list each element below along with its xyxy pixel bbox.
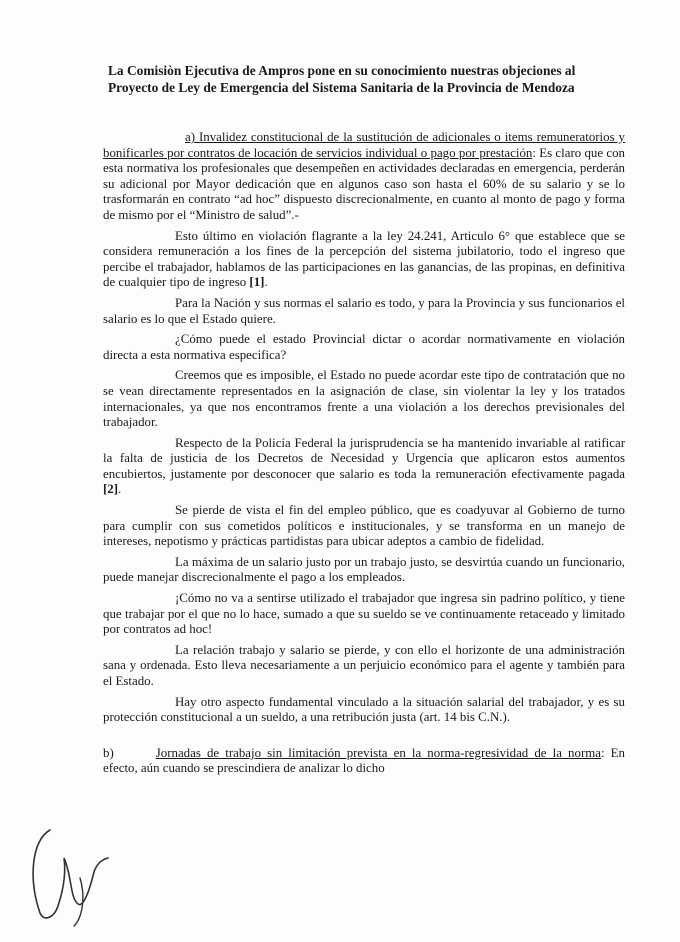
paragraph-7: Se pierde de vista el fin del empleo público, que es coadyuvar al Gobierno de turno para cumplir con sus cometidos políticos e institucionales, y se transforma en un manejo de intereses, nepotismo y prácticas partidistas para ubicar adeptos a cambio de fidelidad. (103, 503, 625, 549)
reference-2: [2] (103, 482, 119, 497)
paragraph-a (103, 130, 625, 224)
section-a-heading: a) Invalidez constitucional de la sustitución de adicionales o items remuneratorios y bonificarles por contratos de locación de servicios individual o pago por prestación (103, 130, 625, 160)
paragraph-b (103, 746, 625, 777)
document-body (103, 130, 625, 782)
paragraph-2-text: Esto último en violación flagrante a la ley 24.241, Articulo 6° que establece que se considera remuneración a los fines de la percepción del sistema jubilatorio, todo el ingreso que percibe el trabajador, hablamos de las participaciones en las ganancias, de las propinas, en definitiva de cualquier tipo de ingreso (103, 228, 625, 290)
paragraph-3: Para la Nación y sus normas el salario es todo, y para la Provincia y sus funcionarios el salario es lo que el Estado quiere. (103, 295, 625, 326)
paragraph-10: La relación trabajo y salario se pierde, y con ello el horizonte de una administración sana y ordenada. Esto lleva necesariamente a un perjuicio económico para el agente y también para el Estado. (103, 642, 625, 688)
paragraph-9: ¡Cómo no va a sentirse utilizado el trabajador que ingresa sin padrino político, y tiene que trabajar por el que no lo hace, sumado a que su sueldo se ve continuamente retaceado y limitado por contratos ad hoc! (103, 591, 625, 637)
section-a-text: : Es claro que con esta normativa los profesionales que desempeñen en actividades declaradas en emergencia, perderán su adicional por Mayor dedicación que en algunos caso son hasta el 60% de su salario y se lo trasformarán en contrato “ad hoc” dispuesto discrecionalmente, en cuanto al monto de pago y forma de mismo por el “Ministro de salud”.- (103, 145, 626, 222)
document-title: La Comisiòn Ejecutiva de Ampros pone en su conocimiento nuestras objeciones al Proyecto de Ley de Emergencia del Sistema Sanitaria de la Provincia de Mendoza (108, 63, 576, 95)
section-b-text: : En efecto, aún cuando se prescindiera de analizar lo dicho (103, 745, 625, 776)
paragraph-2 (103, 229, 625, 291)
paragraph-5: Creemos que es imposible, el Estado no puede acordar este tipo de contratación que no se vean directamente representados en la asignación de clase, sin violentar la ley y los tratados internacionales, ya que nos encontramos frente a una violación a los derechos previsionales del trabajador. (103, 368, 625, 430)
paragraph-2-end: . (264, 275, 268, 290)
paragraph-11: Hay otro aspecto fundamental vinculado a la situación salarial del trabajador, y es su protección constitucional a un sueldo, a una retribución justa (art. 14 bis C.N.). (103, 694, 625, 725)
reference-1: [1] (249, 275, 265, 290)
section-b-heading: Jornadas de trabajo sin limitación prevista en la norma-regresividad de la norma (155, 745, 601, 760)
paragraph-4: ¿Cómo puede el estado Provincial dictar o acordar normativamente en violación directa a esta normativa especifica? (103, 332, 625, 362)
section-b-marker: b) (103, 745, 114, 760)
handwritten-signature (20, 818, 120, 928)
paragraph-6-end: . (118, 482, 122, 497)
paragraph-8: La máxima de un salario justo por un trabajo justo, se desvirtúa cuando un funcionario, puede manejar discrecionalmente el pago a los empleados. (103, 554, 625, 585)
paragraph-6-text: Respecto de la Policía Federal la jurisprudencia se ha mantenido invariable al ratificar la falta de justicia de los Decretos de Necesidad y Urgencia que aplicaron estos aumentos encubiertos, justamente por desconocer que salario es toda la remuneración efectivamente pagada (103, 435, 625, 481)
paragraph-6 (103, 436, 625, 498)
